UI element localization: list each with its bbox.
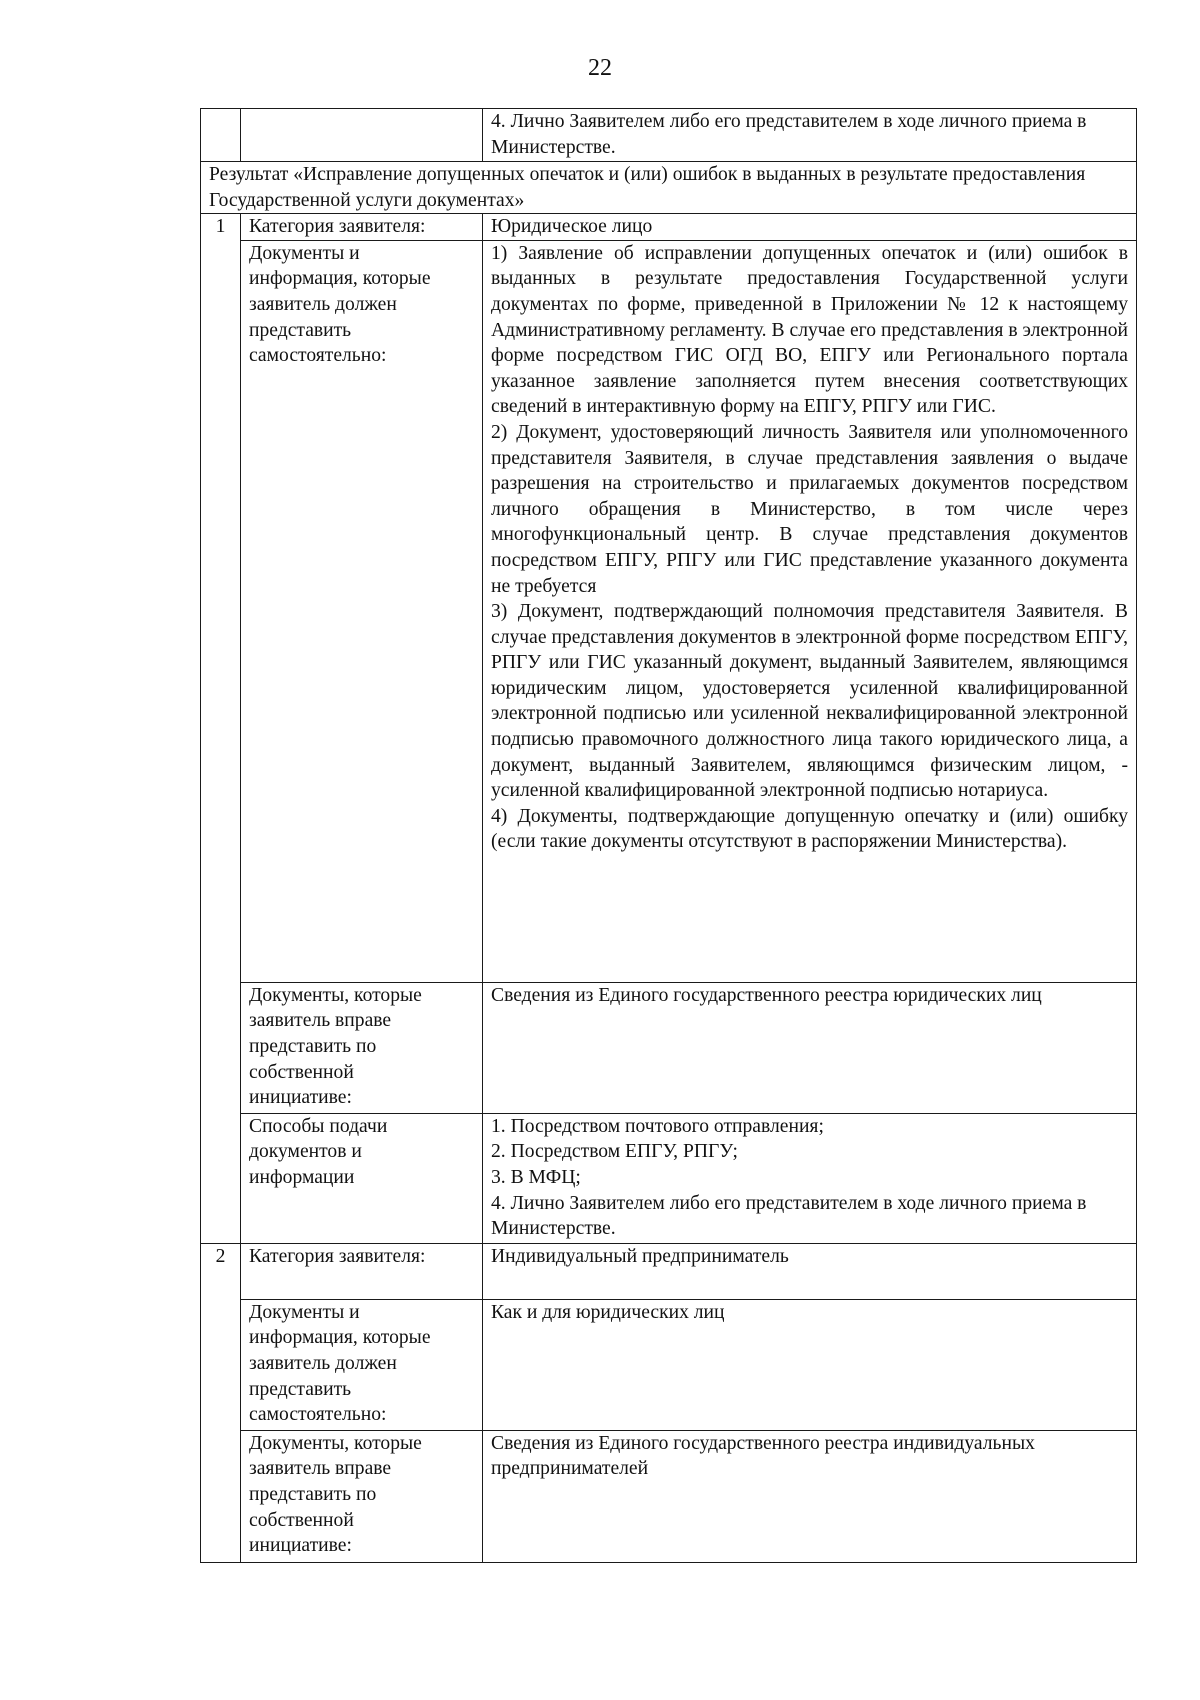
category-label: Категория заявителя: (241, 214, 483, 241)
continuation-text: 4. Лично Заявителем либо его представителем в ходе личного приема в Министерстве. (491, 111, 1087, 158)
required-docs-cell (483, 240, 1137, 982)
list-item: 2) Документ, удостоверяющий личность Заявителя или уполномоченного представителя Заявителя, в случае представления заявления о выдаче разрешения на строительство и прилагаемых документов посредством личного обращения в Министерство, в том числе через многофункциональный центр. В случае представления документов посредством ЕПГУ, РПГУ или ГИС представление указанного документа не требуется (491, 421, 1128, 597)
optional-docs-label-text: Документы, которые заявитель вправе представить по собственной инициативе: (249, 1432, 422, 1557)
result-heading: Результат «Исправление допущенных опечаток и (или) ошибок в выданных в результате предоставления Государственной услуги документах» (209, 164, 1086, 211)
optional-docs-value (483, 982, 1137, 1113)
list-item: 4) Документы, подтверждающие допущенную опечатку и (или) ошибку (если такие документы отсутствуют в распоряжении Министерства). (491, 805, 1128, 853)
table-row (201, 1430, 1137, 1562)
table-row (201, 1299, 1137, 1430)
submission-label (241, 1113, 483, 1243)
row-number-1: 1 (201, 214, 241, 1244)
table-row (201, 1243, 1137, 1299)
table-row (201, 240, 1137, 982)
table-row (201, 1113, 1137, 1243)
optional-docs-value-text: Сведения из Единого государственного реестра юридических лиц (491, 984, 1042, 1006)
row-number-cell (201, 109, 241, 162)
table-row (201, 162, 1137, 214)
page-number: 22 (588, 55, 612, 81)
list-item: 3. В МФЦ; (491, 1166, 581, 1188)
category-label: Категория заявителя: (241, 1243, 483, 1299)
category-value: Юридическое лицо (483, 214, 1137, 241)
required-docs-value: Как и для юридических лиц (483, 1299, 1137, 1430)
row-number-2: 2 (201, 1243, 241, 1562)
list-item: 1. Посредством почтового отправления; (491, 1115, 824, 1137)
list-item: 1) Заявление об исправлении допущенных опечаток и (или) ошибок в выданных в результате предоставления Государственной услуги документах по форме, приведенной в Приложении № 12 к настоящему Административному регламенту. В случае его представления в электронной форме посредством ГИС ОГД ВО, ЕПГУ или Регионального портала указанное заявление заполняется путем внесения соответствующих сведений в интерактивную форму на ЕПГУ, РПГУ или ГИС. (491, 242, 1128, 418)
list-item: 4. Лично Заявителем либо его представителем в ходе личного приема в Министерстве. (491, 1192, 1087, 1240)
submission-methods-cell (483, 1113, 1137, 1243)
optional-docs-label (241, 1430, 483, 1562)
optional-docs-label-text: Документы, которые заявитель вправе представить по собственной инициативе: (249, 984, 422, 1109)
list-item: 2. Посредством ЕПГУ, РПГУ; (491, 1141, 738, 1163)
category-value: Индивидуальный предприниматель (483, 1243, 1137, 1299)
table-row (201, 214, 1137, 241)
optional-docs-value: Сведения из Единого государственного реестра индивидуальных предпринимателей (483, 1430, 1137, 1562)
required-docs-label (241, 240, 483, 982)
required-docs-label (241, 1299, 483, 1430)
list-item: 3) Документ, подтверждающий полномочия представителя Заявителя. В случае представления документов в электронной форме посредством ЕПГУ, РПГУ или ГИС указанный документ, выданный Заявителем, являющимся юридическим лицом, удостоверяется усиленной квалифицированной электронной подписью или усиленной неквалифицированной электронной подписью правомочного должностного лица такого юридического лица, а документ, выданный Заявителем, являющимся физическим лицом, - усиленной квалифицированной электронной подписью нотариуса. (491, 601, 1128, 802)
optional-docs-label (241, 982, 483, 1113)
result-heading-cell (201, 162, 1137, 214)
continuation-cell (483, 109, 1137, 162)
required-docs-label-text: Документы и информация, которые заявитель должен представить самостоятельно: (249, 242, 431, 367)
table-row (201, 982, 1137, 1113)
required-docs-label-text: Документы и информация, которые заявитель должен представить самостоятельно: (249, 1301, 431, 1426)
table-row (201, 109, 1137, 162)
submission-label-text: Способы подачи документов и информации (249, 1115, 388, 1188)
label-cell (241, 109, 483, 162)
applicant-requirements-table (200, 108, 1137, 1563)
